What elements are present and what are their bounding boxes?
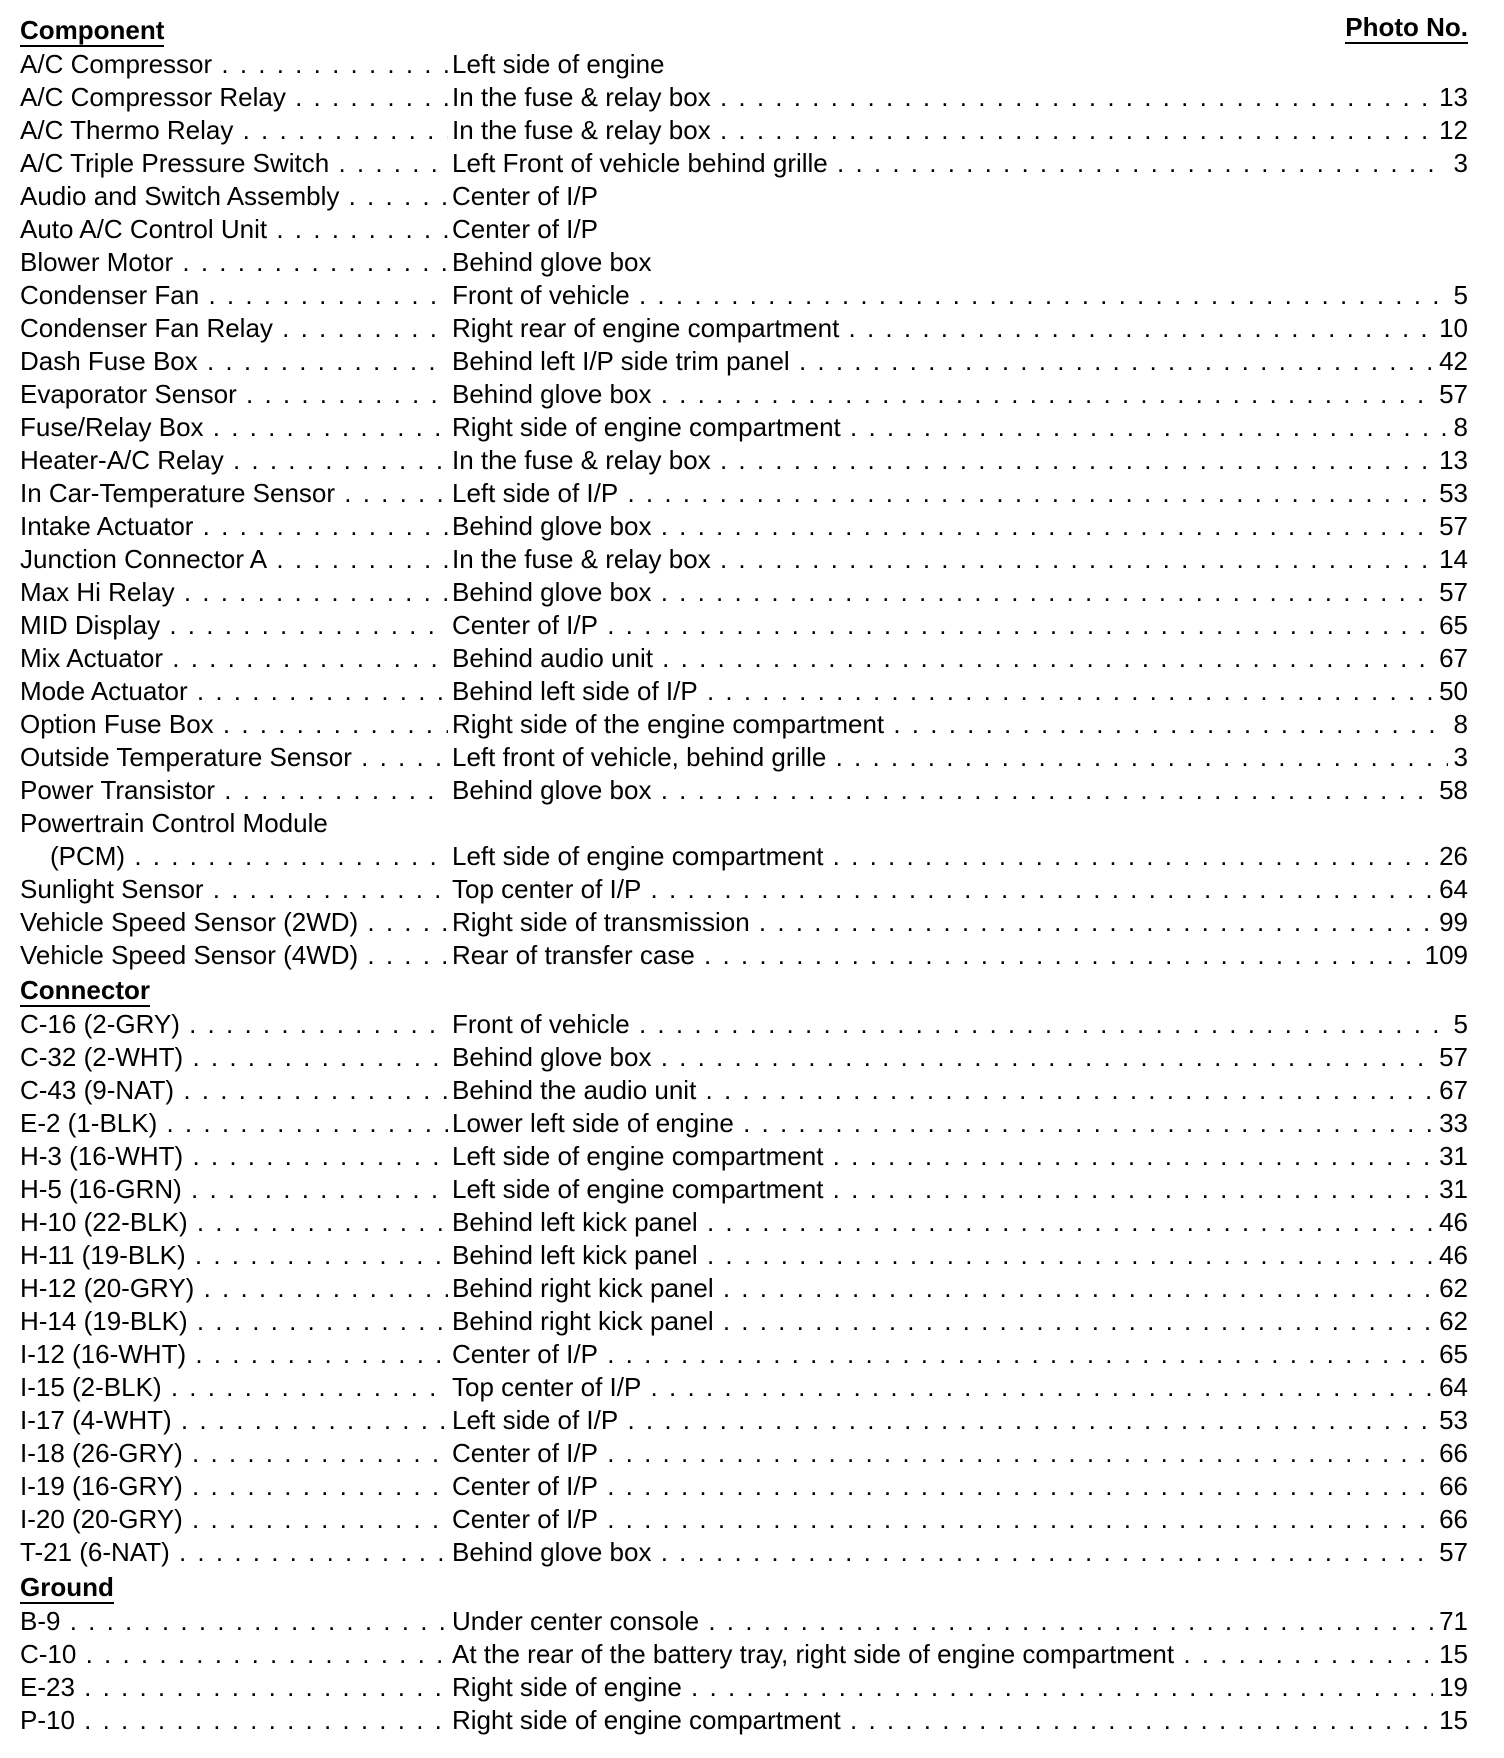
row-photo-number: 57 <box>1433 576 1468 609</box>
table-row <box>20 1041 1468 1074</box>
table-row <box>20 1008 1468 1041</box>
row-location: Center of I/P <box>452 181 598 211</box>
row-location-cell <box>452 939 1468 972</box>
table-row <box>20 510 1468 543</box>
table-row <box>20 873 1468 906</box>
row-location-cell <box>452 213 1468 246</box>
row-photo-number: 109 <box>1419 939 1468 972</box>
row-location-cell <box>452 411 1468 444</box>
row-location-cell <box>452 1107 1468 1140</box>
table-row <box>20 213 1468 246</box>
row-name-cell <box>20 1041 448 1074</box>
row-name-cell <box>20 345 448 378</box>
row-location: Left side of I/P . . . <box>452 1405 1468 1435</box>
row-photo-number: 31 <box>1433 1140 1468 1173</box>
table-row <box>20 1437 1468 1470</box>
row-name-cell <box>20 774 448 807</box>
table-row <box>20 1239 1468 1272</box>
row-name-cell <box>20 1140 448 1173</box>
row-name: Mode Actuator . . . <box>20 676 448 706</box>
row-photo-number: 65 <box>1433 609 1468 642</box>
table-row <box>20 345 1468 378</box>
row-photo-number: 5 <box>1448 1008 1468 1041</box>
row-name-cell <box>20 708 448 741</box>
row-name-cell <box>20 1638 448 1671</box>
row-location: Center of I/P . . . <box>452 1504 1468 1534</box>
row-photo-number: 53 <box>1433 1404 1468 1437</box>
row-location-cell <box>452 873 1468 906</box>
row-location-cell <box>452 642 1468 675</box>
row-location: Left side of I/P . . . <box>452 478 1468 508</box>
row-photo-number: 12 <box>1433 114 1468 147</box>
row-location-cell <box>452 1173 1468 1206</box>
row-location-cell <box>452 1008 1468 1041</box>
row-photo-number: 57 <box>1433 1536 1468 1569</box>
row-name: Audio and Switch Assembly . . . <box>20 181 448 211</box>
row-name-cell <box>20 906 448 939</box>
row-location: Front of vehicle . . . <box>452 280 1468 310</box>
row-photo-number: 66 <box>1433 1503 1468 1536</box>
row-photo-number: 46 <box>1433 1239 1468 1272</box>
row-name: I-12 (16-WHT) . . . <box>20 1339 448 1369</box>
row-name-cell <box>20 576 448 609</box>
row-photo-number: 66 <box>1433 1437 1468 1470</box>
table-row <box>20 81 1468 114</box>
row-location-cell <box>452 1140 1468 1173</box>
row-location-cell <box>452 510 1468 543</box>
table-row <box>20 312 1468 345</box>
row-name: I-15 (2-BLK) . . . <box>20 1372 448 1402</box>
row-location: Behind glove box <box>452 247 652 277</box>
row-name: H-3 (16-WHT) . . . <box>20 1141 448 1171</box>
row-photo-number: 19 <box>1433 1671 1468 1704</box>
row-location: Right side of transmission . . . <box>452 907 1468 937</box>
row-location-cell <box>452 1041 1468 1074</box>
row-name-cell <box>20 741 448 774</box>
table-row <box>20 1536 1468 1569</box>
row-location: Center of I/P . . . <box>452 610 1468 640</box>
row-location: In the fuse & relay box . . . <box>452 544 1468 574</box>
table-row <box>20 609 1468 642</box>
row-name-cell <box>20 180 448 213</box>
row-name-cell <box>20 1671 448 1704</box>
row-name-cell <box>20 1305 448 1338</box>
row-name-cell <box>20 378 448 411</box>
row-name: Sunlight Sensor . . . <box>20 874 448 904</box>
row-location-cell <box>452 576 1468 609</box>
table-row <box>20 477 1468 510</box>
table-row <box>20 1206 1468 1239</box>
row-location: Behind right kick panel . . . <box>452 1306 1468 1336</box>
row-photo-number: 71 <box>1433 1605 1468 1638</box>
row-name: Mix Actuator . . . <box>20 643 448 673</box>
row-name-cell <box>20 807 448 840</box>
row-name: A/C Compressor . . . <box>20 49 448 79</box>
row-name: A/C Compressor Relay . . . <box>20 82 448 112</box>
row-name: Evaporator Sensor . . . <box>20 379 448 409</box>
table-row <box>20 939 1468 972</box>
row-location: In the fuse & relay box . . . <box>452 82 1468 112</box>
row-name-cell <box>20 246 448 279</box>
row-name: C-32 (2-WHT) . . . <box>20 1042 448 1072</box>
row-photo-number: 3 <box>1448 741 1468 774</box>
row-photo-number: 15 <box>1433 1704 1468 1737</box>
row-photo-number: 57 <box>1433 510 1468 543</box>
row-location: Center of I/P <box>452 214 598 244</box>
row-name: Max Hi Relay . . . <box>20 577 448 607</box>
row-location-cell <box>452 1206 1468 1239</box>
row-photo-number: 99 <box>1433 906 1468 939</box>
row-location-cell <box>452 246 1468 279</box>
row-location-cell <box>452 1074 1468 1107</box>
row-name-cell <box>20 279 448 312</box>
connectors-list <box>20 1008 1468 1569</box>
table-row <box>20 1107 1468 1140</box>
row-photo-number: 26 <box>1433 840 1468 873</box>
table-row <box>20 1638 1468 1671</box>
component-heading: Component <box>20 15 165 45</box>
table-row <box>20 1371 1468 1404</box>
table-row <box>20 1503 1468 1536</box>
row-location: Behind left kick panel . . . <box>452 1240 1468 1270</box>
row-photo-number: 58 <box>1433 774 1468 807</box>
row-location-cell <box>452 477 1468 510</box>
row-name: Vehicle Speed Sensor (2WD) . . . <box>20 907 448 937</box>
row-location-cell <box>452 1338 1468 1371</box>
row-name-cell <box>20 609 448 642</box>
row-photo-number: 65 <box>1433 1338 1468 1371</box>
table-row <box>20 411 1468 444</box>
row-location: Center of I/P . . . <box>452 1339 1468 1369</box>
table-row <box>20 444 1468 477</box>
row-location-cell <box>452 774 1468 807</box>
row-location-cell <box>452 906 1468 939</box>
row-name: Fuse/Relay Box . . . <box>20 412 448 442</box>
row-location: Behind glove box . . . <box>452 1042 1468 1072</box>
row-name: I-17 (4-WHT) . . . <box>20 1405 448 1435</box>
row-photo-number: 62 <box>1433 1305 1468 1338</box>
row-name-cell <box>20 840 448 873</box>
table-row <box>20 906 1468 939</box>
row-name-cell <box>20 1074 448 1107</box>
row-photo-number: 8 <box>1448 708 1468 741</box>
row-location: In the fuse & relay box . . . <box>452 115 1468 145</box>
row-location-cell <box>452 1404 1468 1437</box>
row-photo-number: 62 <box>1433 1272 1468 1305</box>
table-row <box>20 576 1468 609</box>
row-location-cell <box>452 1470 1468 1503</box>
row-location-cell <box>452 345 1468 378</box>
row-name: Powertrain Control Module <box>20 808 328 838</box>
row-name-cell <box>20 1338 448 1371</box>
row-photo-number: 64 <box>1433 1371 1468 1404</box>
table-row <box>20 1605 1468 1638</box>
row-location: Behind right kick panel . . . <box>452 1273 1468 1303</box>
row-location: Behind glove box . . . <box>452 379 1468 409</box>
row-name: C-16 (2-GRY) . . . <box>20 1009 448 1039</box>
row-location-cell <box>452 114 1468 147</box>
row-location: Right side of engine compartment . . . <box>452 412 1468 442</box>
row-location-cell <box>452 1371 1468 1404</box>
row-location: Left side of engine <box>452 49 665 79</box>
row-name: In Car-Temperature Sensor . . . <box>20 478 448 508</box>
row-name-cell <box>20 1704 448 1737</box>
row-location: At the rear of the battery tray, right side of engine compartment . . . <box>452 1639 1468 1669</box>
row-location: Behind audio unit . . . <box>452 643 1468 673</box>
row-location: Rear of transfer case . . . <box>452 940 1468 970</box>
row-name-cell <box>20 411 448 444</box>
row-location: Behind glove box . . . <box>452 511 1468 541</box>
row-name-cell <box>20 48 448 81</box>
row-name: Dash Fuse Box . . . <box>20 346 448 376</box>
connector-heading-row <box>20 972 1468 1008</box>
table-row <box>20 1704 1468 1737</box>
row-photo-number: 3 <box>1448 147 1468 180</box>
table-row <box>20 1305 1468 1338</box>
row-name-cell <box>20 642 448 675</box>
components-list <box>20 48 1468 972</box>
row-name-cell <box>20 873 448 906</box>
row-photo-number: 42 <box>1433 345 1468 378</box>
row-location-cell <box>452 147 1468 180</box>
row-location: Right rear of engine compartment . . . <box>452 313 1468 343</box>
grounds-list <box>20 1605 1468 1737</box>
row-name: E-23 . . . <box>20 1672 448 1702</box>
row-name: H-10 (22-BLK) . . . <box>20 1207 448 1237</box>
row-location: Under center console . . . <box>452 1606 1468 1636</box>
component-location-table <box>20 12 1468 1737</box>
table-row <box>20 1671 1468 1704</box>
row-photo-number: 31 <box>1433 1173 1468 1206</box>
row-location-cell <box>452 708 1468 741</box>
table-row <box>20 48 1468 81</box>
row-photo-number: 13 <box>1433 444 1468 477</box>
row-location-cell <box>452 1503 1468 1536</box>
row-location: Front of vehicle . . . <box>452 1009 1468 1039</box>
row-name: (PCM) . . . <box>20 841 448 871</box>
row-photo-number: 46 <box>1433 1206 1468 1239</box>
table-row <box>20 246 1468 279</box>
table-row <box>20 1338 1468 1371</box>
row-location: Center of I/P . . . <box>452 1471 1468 1501</box>
row-name-cell <box>20 1437 448 1470</box>
table-row <box>20 378 1468 411</box>
row-location: Behind the audio unit . . . <box>452 1075 1468 1105</box>
row-name: I-18 (26-GRY) . . . <box>20 1438 448 1468</box>
row-location-cell <box>452 378 1468 411</box>
row-location: Right side of engine . . . <box>452 1672 1468 1702</box>
table-row <box>20 708 1468 741</box>
row-name-cell <box>20 1470 448 1503</box>
row-name-cell <box>20 1206 448 1239</box>
row-location-cell <box>452 180 1468 213</box>
table-row <box>20 840 1468 873</box>
row-name-cell <box>20 444 448 477</box>
row-name-cell <box>20 1239 448 1272</box>
row-location-cell <box>452 675 1468 708</box>
ground-heading: Ground <box>20 1572 114 1602</box>
row-name: B-9 . . . <box>20 1606 448 1636</box>
row-location-cell <box>452 279 1468 312</box>
row-location: Behind glove box . . . <box>452 775 1468 805</box>
row-name: MID Display . . . <box>20 610 448 640</box>
table-row <box>20 675 1468 708</box>
row-location: Left Front of vehicle behind grille . . . <box>452 148 1468 178</box>
row-name-cell <box>20 675 448 708</box>
row-photo-number: 10 <box>1433 312 1468 345</box>
row-photo-number: 66 <box>1433 1470 1468 1503</box>
row-name: Heater-A/C Relay . . . <box>20 445 448 475</box>
row-name-cell <box>20 477 448 510</box>
row-name: Intake Actuator . . . <box>20 511 448 541</box>
table-row <box>20 279 1468 312</box>
row-photo-number: 15 <box>1433 1638 1468 1671</box>
table-row <box>20 1272 1468 1305</box>
row-location: Behind left kick panel . . . <box>452 1207 1468 1237</box>
row-location-cell <box>452 1605 1468 1638</box>
row-location-cell <box>452 48 1468 81</box>
row-location: Left side of engine compartment . . . <box>452 1174 1468 1204</box>
row-location-cell <box>452 1671 1468 1704</box>
row-name-cell <box>20 1371 448 1404</box>
row-location-cell <box>452 1638 1468 1671</box>
row-photo-number: 53 <box>1433 477 1468 510</box>
row-name-cell <box>20 213 448 246</box>
table-row <box>20 180 1468 213</box>
row-location: Top center of I/P . . . <box>452 1372 1468 1402</box>
row-location-cell <box>452 1305 1468 1338</box>
row-location: Top center of I/P . . . <box>452 874 1468 904</box>
row-photo-number: 14 <box>1433 543 1468 576</box>
row-name-cell <box>20 1605 448 1638</box>
row-photo-number: 8 <box>1448 411 1468 444</box>
row-photo-number: 64 <box>1433 873 1468 906</box>
table-row <box>20 543 1468 576</box>
photo-no-heading: Photo No. <box>1345 12 1468 42</box>
row-name: I-19 (16-GRY) . . . <box>20 1471 448 1501</box>
row-photo-number: 67 <box>1433 642 1468 675</box>
row-name: T-21 (6-NAT) . . . <box>20 1537 448 1567</box>
row-location: Center of I/P . . . <box>452 1438 1468 1468</box>
table-row <box>20 1140 1468 1173</box>
row-name: Condenser Fan . . . <box>20 280 448 310</box>
row-name: H-5 (16-GRN) . . . <box>20 1174 448 1204</box>
row-location-cell <box>452 444 1468 477</box>
row-name: C-43 (9-NAT) . . . <box>20 1075 448 1105</box>
table-row <box>20 1173 1468 1206</box>
row-location: Behind glove box . . . <box>452 1537 1468 1567</box>
row-name: Junction Connector A . . . <box>20 544 448 574</box>
row-location: Behind glove box . . . <box>452 577 1468 607</box>
row-location: Lower left side of engine . . . <box>452 1108 1468 1138</box>
row-name: H-14 (19-BLK) . . . <box>20 1306 448 1336</box>
row-name-cell <box>20 1404 448 1437</box>
row-location-cell <box>452 1239 1468 1272</box>
row-location-cell <box>452 741 1468 774</box>
row-name: H-12 (20-GRY) . . . <box>20 1273 448 1303</box>
table-row <box>20 741 1468 774</box>
ground-heading-row <box>20 1569 1468 1605</box>
row-name: Option Fuse Box . . . <box>20 709 448 739</box>
row-name-cell <box>20 1503 448 1536</box>
row-name: C-10 . . . <box>20 1639 448 1669</box>
row-location-cell <box>452 1437 1468 1470</box>
row-location-cell <box>452 609 1468 642</box>
connector-heading: Connector <box>20 975 150 1005</box>
table-row <box>20 1470 1468 1503</box>
row-name-cell <box>20 1173 448 1206</box>
row-location: Left side of engine compartment . . . <box>452 841 1468 871</box>
table-row <box>20 1404 1468 1437</box>
table-row <box>20 807 1468 840</box>
row-name: P-10 . . . <box>20 1705 448 1735</box>
row-name-cell <box>20 939 448 972</box>
row-location: Left front of vehicle, behind grille . . . <box>452 742 1468 772</box>
row-name: Auto A/C Control Unit . . . <box>20 214 448 244</box>
row-location-cell <box>452 1272 1468 1305</box>
row-name-cell <box>20 1536 448 1569</box>
row-photo-number: 57 <box>1433 378 1468 411</box>
row-name-cell <box>20 147 448 180</box>
row-photo-number: 50 <box>1433 675 1468 708</box>
row-name: Outside Temperature Sensor . . . <box>20 742 448 772</box>
row-location-cell <box>452 840 1468 873</box>
row-location: Right side of the engine compartment . . . <box>452 709 1468 739</box>
row-location: Left side of engine compartment . . . <box>452 1141 1468 1171</box>
row-location: Behind left I/P side trim panel . . . <box>452 346 1468 376</box>
row-name: Power Transistor . . . <box>20 775 448 805</box>
row-name-cell <box>20 1008 448 1041</box>
row-photo-number: 67 <box>1433 1074 1468 1107</box>
row-location-cell <box>452 81 1468 114</box>
row-location-cell <box>452 312 1468 345</box>
component-heading-row <box>20 12 1468 48</box>
row-name: Vehicle Speed Sensor (4WD) . . . <box>20 940 448 970</box>
row-photo-number: 33 <box>1433 1107 1468 1140</box>
row-location-cell <box>452 543 1468 576</box>
row-photo-number: 5 <box>1448 279 1468 312</box>
row-location: Behind left side of I/P . . . <box>452 676 1468 706</box>
table-row <box>20 642 1468 675</box>
row-name: Condenser Fan Relay . . . <box>20 313 448 343</box>
row-name: E-2 (1-BLK) . . . <box>20 1108 448 1138</box>
row-name-cell <box>20 312 448 345</box>
row-photo-number: 13 <box>1433 81 1468 114</box>
row-location: In the fuse & relay box . . . <box>452 445 1468 475</box>
row-name-cell <box>20 1272 448 1305</box>
row-name: I-20 (20-GRY) . . . <box>20 1504 448 1534</box>
row-name-cell <box>20 81 448 114</box>
table-row <box>20 147 1468 180</box>
table-row <box>20 774 1468 807</box>
row-name: Blower Motor . . . <box>20 247 448 277</box>
row-location-cell <box>452 1704 1468 1737</box>
row-name: A/C Thermo Relay . . . <box>20 115 448 145</box>
table-row <box>20 114 1468 147</box>
row-name-cell <box>20 543 448 576</box>
row-name-cell <box>20 114 448 147</box>
table-row <box>20 1074 1468 1107</box>
row-name: A/C Triple Pressure Switch . . . <box>20 148 448 178</box>
row-name-cell <box>20 1107 448 1140</box>
row-photo-number: 57 <box>1433 1041 1468 1074</box>
row-location: Right side of engine compartment . . . <box>452 1705 1468 1735</box>
row-name-cell <box>20 510 448 543</box>
row-location-cell <box>452 1536 1468 1569</box>
row-name: H-11 (19-BLK) . . . <box>20 1240 448 1270</box>
